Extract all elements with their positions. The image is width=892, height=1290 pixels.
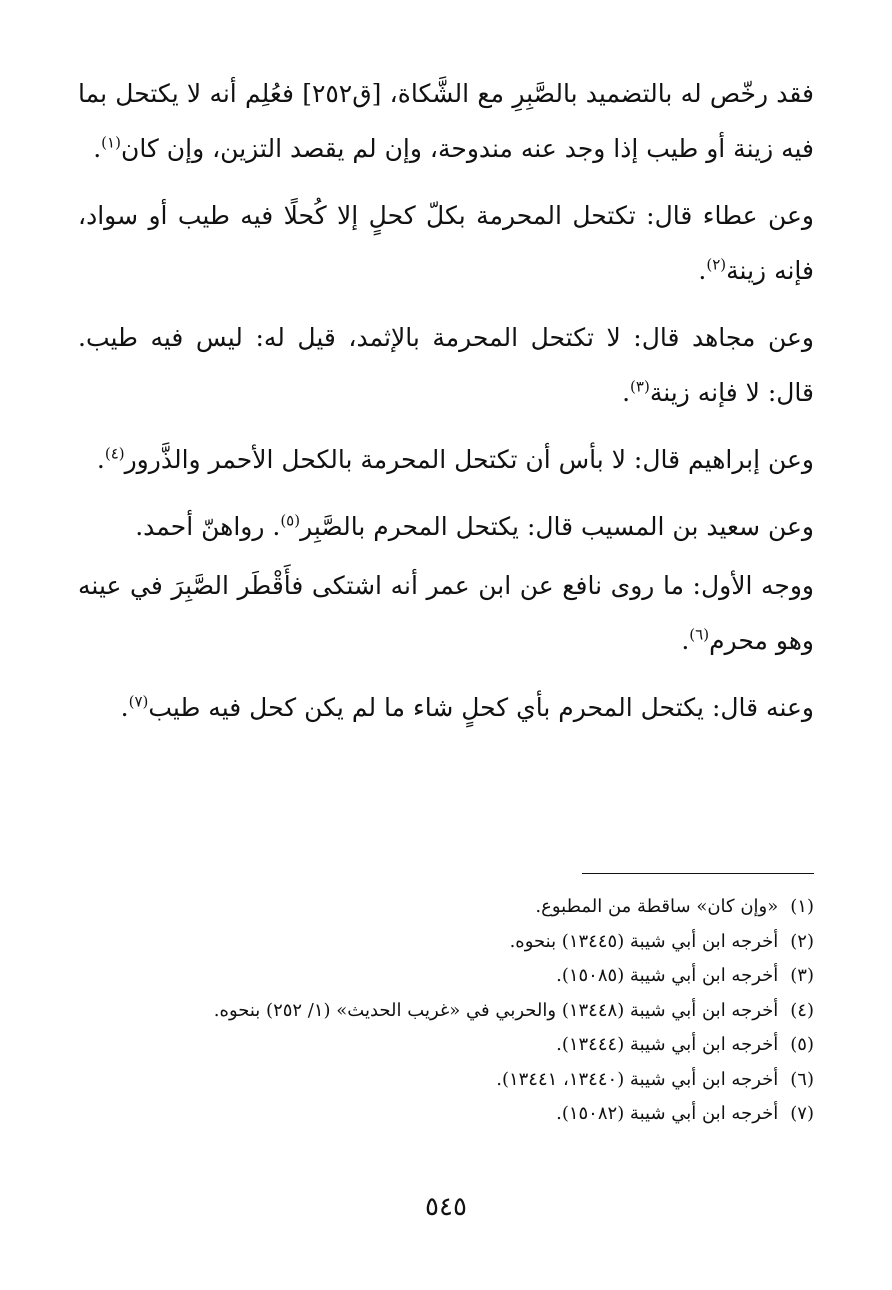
footnote-ref-5[interactable]: (٥) [280, 511, 301, 530]
footnote-3 [78, 959, 814, 994]
footnote-ref-4[interactable]: (٤) [104, 444, 125, 463]
paragraph-5: وعن سعيد بن المسيب قال: يكتحل المحرم بالصَّبِر$^{(٥)}$. رواهنّ أحمد. [135, 511, 814, 541]
footnote-5 [78, 1028, 814, 1063]
footnote-text: أخرجه ابن أبي شيبة (١٣٤٤٥) بنحوه. [509, 930, 779, 952]
footnote-ref-7[interactable]: (٧) [128, 692, 149, 711]
footnote-text: أخرجه ابن أبي شيبة (١٣٤٤٤). [556, 1034, 779, 1055]
footnote-number: (٣) [790, 965, 814, 986]
page-number: ٥٤٥ [425, 1192, 467, 1222]
footnote-ref-1[interactable]: (١) [101, 133, 121, 152]
footnote-number: (١) [790, 896, 814, 917]
paragraph-3: وعن مجاهد قال: لا تكتحل المحرمة بالإثمد، قيل له: ليس فيه طيب. قال: لا فإنه زينة$^{(٣)}$. [78, 323, 814, 407]
paragraph-2: وعن عطاء قال: تكتحل المحرمة بكلّ كحلٍ إلا كُحلًا فيه طيب أو سواد، فإنه زينة$^{(٢)}$. [78, 201, 814, 285]
footnote-text: أخرجه ابن أبي شيبة (١٣٤٤٠، ١٣٤٤١). [496, 1068, 779, 1090]
footnote-number: (٧) [790, 1103, 814, 1124]
footnote-text: أخرجه ابن أبي شيبة (١٣٤٤٨) والحربي في «غريب الحديث» (١/ ٢٥٢) بنحوه. [213, 999, 779, 1021]
footnote-1 [78, 890, 814, 925]
paragraph-7: وعنه قال: يكتحل المحرم بأي كحلٍ شاء ما لم يكن كحل فيه طيب$^{(٧)}$. [120, 692, 814, 722]
footnote-ref-6[interactable]: (٦) [689, 625, 710, 644]
main-text [78, 66, 814, 747]
footnote-number: (٦) [790, 1068, 814, 1090]
footnote-ref-2[interactable]: (٢) [706, 255, 727, 274]
footnote-number: (٢) [790, 930, 814, 952]
footnote-7 [78, 1097, 814, 1132]
footnote-ref-3[interactable]: (٣) [630, 377, 650, 396]
footnote-2 [78, 925, 814, 960]
footnote-6 [78, 1063, 814, 1098]
paragraph-4: وعن إبراهيم قال: لا بأس أن تكتحل المحرمة بالكحل الأحمر والذَّرور$^{(٤)}$. [96, 444, 814, 474]
footnote-4 [78, 994, 814, 1029]
footnote-separator [582, 873, 814, 874]
footnotes [78, 890, 814, 1132]
footnote-text: «وإن كان» ساقطة من المطبوع. [535, 896, 779, 917]
footnote-text: أخرجه ابن أبي شيبة (١٥٠٨٢). [556, 1103, 779, 1124]
paragraph-6: ووجه الأول: ما روى نافع عن ابن عمر أنه اشتكى فأَقْطَر الصَّبِرَ في عينه وهو محرم$^{(٦)}$. [78, 571, 814, 655]
footnote-number: (٤) [790, 999, 814, 1021]
footnote-number: (٥) [790, 1034, 814, 1055]
footnote-text: أخرجه ابن أبي شيبة (١٥٠٨٥). [556, 965, 779, 986]
paragraph-1: فقد رخّص له بالتضميد بالصَّبِرِ مع الشَّكاة، [ق٢٥٢] فعُلِم أنه لا يكتحل بما فيه زينة أو طيب إذا وجد عنه مندوحة، وإن لم يقصد التزين، وإن كان$^{(١)}$. [78, 79, 814, 163]
